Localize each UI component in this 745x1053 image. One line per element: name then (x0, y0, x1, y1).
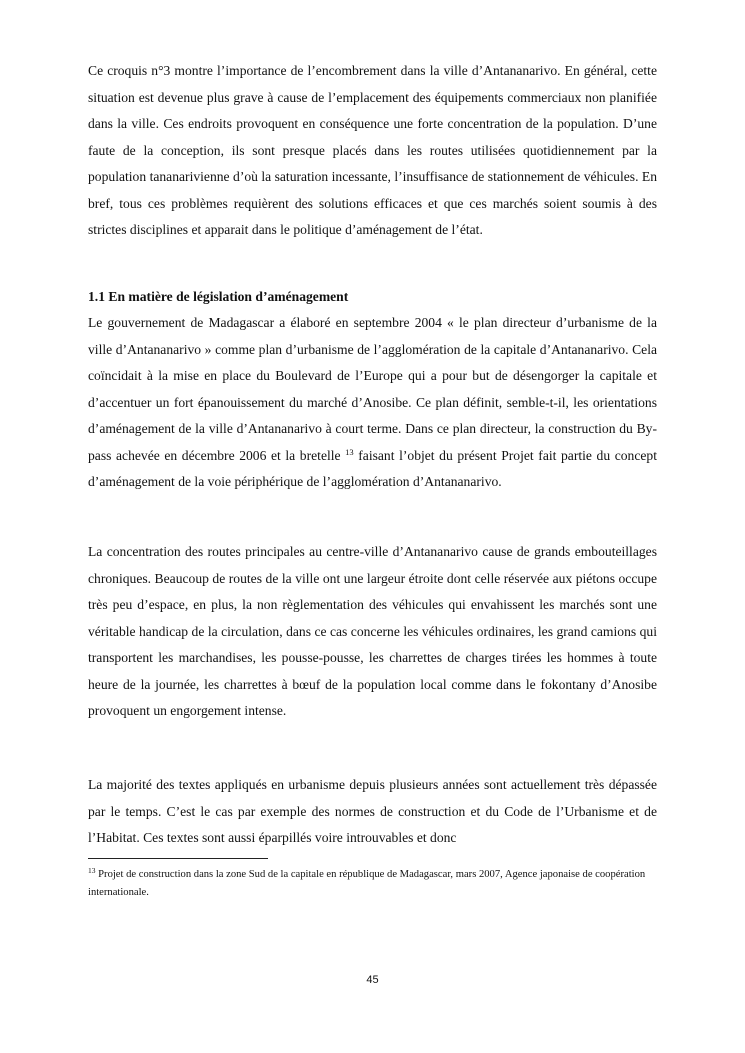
footnote-separator (88, 858, 268, 859)
footnote (88, 866, 648, 902)
footnote-number: 13 (88, 866, 96, 875)
paragraph-plan-text-start: Le gouvernement de Madagascar a élaboré en septembre 2004 « le plan directeur d’urbanisme de la ville d’Antananarivo » comme plan d’urbanisme de l’agglomération de la capitale d’Antananarivo. Cela coïncidait à la mise en place du Boulevard de l’Europe qui a pour but de désengorger la capitale et d’accentuer un fort épanouissement du marché d’Anosibe. Ce plan définit, semble-t-il, les orientations d’aménagement de la ville d’Antananarivo à court terme. Dans ce plan directeur, la construction du By-pass achevée en décembre 2006 et la bretelle (88, 315, 657, 463)
page-number: 45 (366, 974, 379, 986)
paragraph-routes: La concentration des routes principales au centre-ville d’Antananarivo cause de grands embouteillages chroniques. Beaucoup de routes de la ville ont une largeur étroite dont celle réservée aux piétons occupe très peu d’espace, en plus, la non règlementation des véhicules qui envahissent les marchés sont une véritable handicap de la circulation, dans ce cas concerne les véhicules ordinaires, les grand camions qui transportent les marchandises, les pousse-pousse, les charrettes de charges tirées les hommes à toute heure de la journée, les charrettes à bœuf de la population local comme dans le fokontany d’Anosibe provoquent un engorgement intense. (88, 544, 657, 718)
paragraph-intro: Ce croquis n°3 montre l’importance de l’encombrement dans la ville d’Antananarivo. En général, cette situation est devenue plus grave à cause de l’emplacement des équipements commerciaux non planifiée dans la ville. Ces endroits provoquent en conséquence une forte concentration de la population. D’une faute de la conception, ils sont presque placés dans les routes utilisées quotidiennement par la population tananarivienne d’où la saturation incessante, l’insuffisance de stationnement de véhicules. En bref, tous ces problèmes requièrent des solutions efficaces et que ces marchés soient soumis à des strictes disciplines et apparait dans le politique d’aménagement de l’état. (88, 63, 657, 237)
paragraph-plan-text-end: faisant l’objet du présent Projet fait partie du concept d’aménagement de la voie périphérique de l’agglomération d’Antananarivo. (88, 447, 657, 489)
paragraph-textes: La majorité des textes appliqués en urbanisme depuis plusieurs années sont actuellement très dépassée par le temps. C’est le cas par exemple des normes de construction et du Code de l’Urbanisme et de l’Habitat. Ces textes sont aussi éparpillés voire introuvables et donc (88, 777, 657, 845)
footnote-text: Projet de construction dans la zone Sud de la capitale en république de Madagascar, mars 2007, Agence japonaise de coopération internationale. (88, 869, 646, 898)
section-heading: 1.1 En matière de législation d’aménagement (88, 289, 349, 304)
footnote-reference[interactable]: 13 (345, 446, 354, 457)
paragraph-plan-directeur (88, 310, 657, 496)
